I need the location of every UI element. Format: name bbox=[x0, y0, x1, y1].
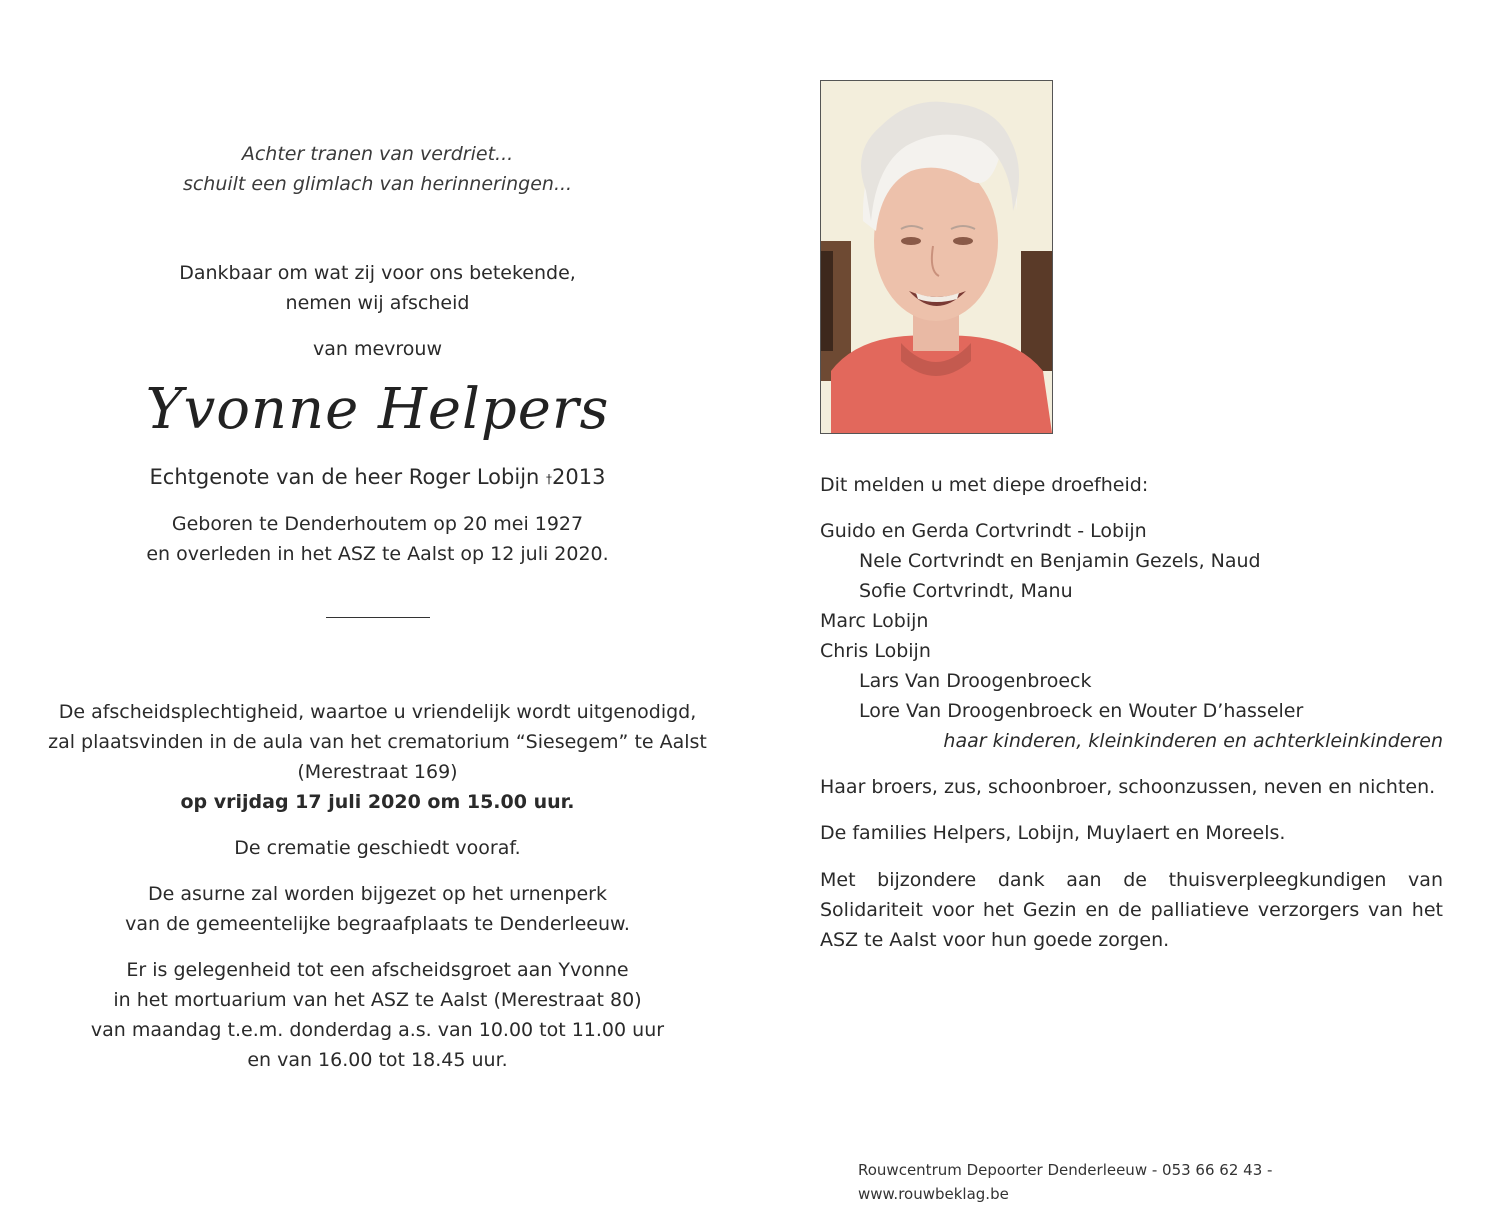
family-member: Nele Cortvrindt en Benjamin Gezels, Naud bbox=[859, 550, 1261, 572]
death-cross-mark: † bbox=[546, 472, 553, 486]
footer-contact: Rouwcentrum Depoorter Denderleeuw - 053 66 62 43 - www.rouwbeklag.be bbox=[858, 1161, 1273, 1203]
urn-line: van de gemeentelijke begraafplaats te Denderleeuw. bbox=[125, 913, 630, 935]
cremation-note bbox=[0, 833, 755, 863]
family-member: Sofie Cortvrindt, Manu bbox=[859, 580, 1073, 602]
urn-info bbox=[0, 879, 755, 939]
birth-death-info bbox=[0, 509, 755, 569]
family-member: Lore Van Droogenbroeck en Wouter D’hasseler bbox=[859, 700, 1304, 722]
urn-line: De asurne zal worden bijgezet op het urnenperk bbox=[148, 883, 607, 905]
poem-line: schuilt een glimlach van herinneringen... bbox=[182, 173, 573, 195]
visitation-info bbox=[0, 955, 755, 1075]
ceremony-info bbox=[0, 697, 755, 817]
ceremony-line: zal plaatsvinden in de aula van het crematorium “Siesegem” te Aalst bbox=[48, 731, 707, 753]
family-role: haar kinderen, kleinkinderen en achterkleinkinderen bbox=[943, 730, 1443, 752]
spouse-line bbox=[0, 461, 755, 493]
spouse-year: 2013 bbox=[552, 465, 606, 489]
cremation-line: De crematie geschiedt vooraf. bbox=[234, 837, 521, 859]
portrait-illustration bbox=[821, 81, 1052, 433]
separator-line bbox=[326, 616, 430, 618]
thanks-paragraph: Met bijzondere dank aan de thuisverpleegkundigen van Solidariteit voor het Gezin en de palliatieve verzorgers van het ASZ te Aalst voor hun goede zorgen. bbox=[820, 869, 1443, 951]
ceremony-date: op vrijdag 17 juli 2020 om 15.00 uur. bbox=[180, 791, 575, 813]
birth-line: Geboren te Denderhoutem op 20 mei 1927 bbox=[171, 513, 584, 535]
ceremony-line: (Merestraat 169) bbox=[297, 761, 458, 783]
salutation-line: van mevrouw bbox=[312, 338, 442, 360]
announcement: Dit melden u met diepe droefheid: bbox=[820, 474, 1149, 496]
visitation-line: Er is gelegenheid tot een afscheidsgroet aan Yvonne bbox=[126, 959, 629, 981]
intro-text bbox=[0, 258, 755, 318]
relatives-line: Haar broers, zus, schoonbroer, schoonzussen, neven en nichten. bbox=[820, 776, 1436, 798]
salutation bbox=[0, 334, 755, 364]
visitation-line: van maandag t.e.m. donderdag a.s. van 10.00 tot 11.00 uur bbox=[90, 1019, 665, 1041]
intro-line: Dankbaar om wat zij voor ons betekende, bbox=[179, 262, 576, 284]
ceremony-line: De afscheidsplechtigheid, waartoe u vriendelijk wordt uitgenodigd, bbox=[58, 701, 697, 723]
family-member: Lars Van Droogenbroeck bbox=[859, 670, 1092, 692]
death-line: en overleden in het ASZ te Aalst op 12 juli 2020. bbox=[146, 543, 609, 565]
portrait-photo bbox=[820, 80, 1053, 434]
family-member: Marc Lobijn bbox=[820, 610, 929, 632]
spouse-text: Echtgenote van de heer Roger Lobijn bbox=[149, 465, 547, 489]
family-list bbox=[820, 516, 1443, 756]
visitation-line: en van 16.00 tot 18.45 uur. bbox=[247, 1049, 508, 1071]
family-member: Guido en Gerda Cortvrindt - Lobijn bbox=[820, 520, 1147, 542]
visitation-line: in het mortuarium van het ASZ te Aalst (Merestraat 80) bbox=[113, 989, 642, 1011]
family-member: Chris Lobijn bbox=[820, 640, 931, 662]
deceased-name: Yvonne Helpers bbox=[145, 377, 610, 442]
poem-line: Achter tranen van verdriet... bbox=[241, 143, 514, 165]
families-line: De families Helpers, Lobijn, Muylaert en Moreels. bbox=[820, 822, 1286, 844]
intro-line: nemen wij afscheid bbox=[285, 292, 470, 314]
poem bbox=[0, 139, 755, 199]
